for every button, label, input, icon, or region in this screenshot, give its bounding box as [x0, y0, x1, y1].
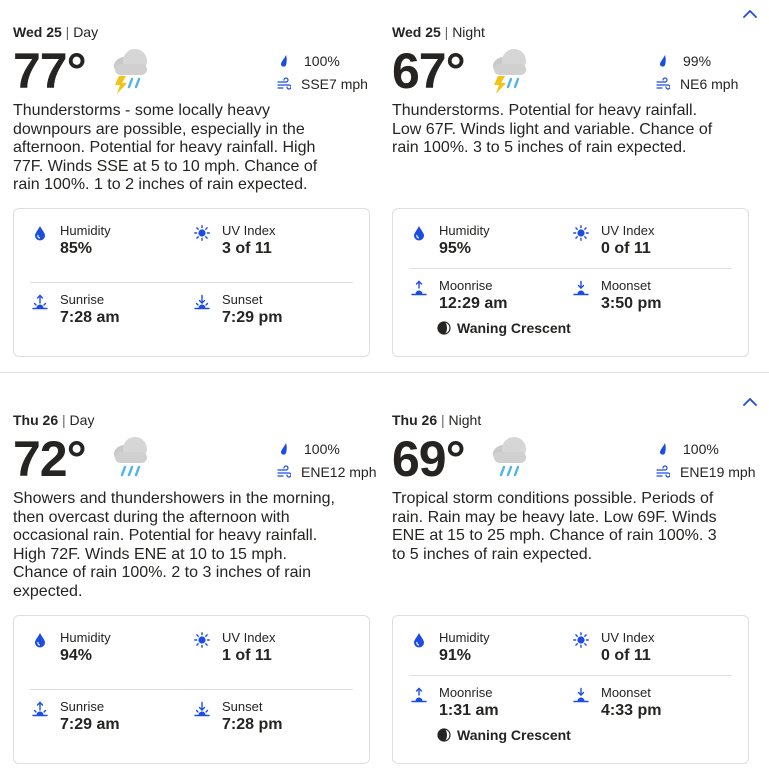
day-divider — [0, 372, 769, 373]
moonset-value: 3:50 pm — [601, 295, 662, 312]
wind-value: ENE12 mph — [301, 464, 377, 480]
humidity-drop-icon — [32, 225, 48, 241]
wind-speed — [277, 464, 376, 480]
sun-icon — [194, 632, 210, 648]
sunset-item — [194, 292, 282, 327]
moon-phase-icon — [437, 728, 451, 742]
uv-index-item — [573, 630, 654, 665]
day-name: Wed 25 — [13, 24, 62, 40]
day-details-card — [13, 208, 370, 357]
moon-phase-icon — [437, 321, 451, 335]
sunset-value: 7:29 pm — [222, 309, 283, 326]
uv-value: 0 of 11 — [601, 647, 651, 664]
divider — [409, 268, 732, 269]
humidity-drop-icon — [411, 632, 427, 648]
moonrise-value: 1:31 am — [439, 702, 499, 719]
humidity-drop-icon — [32, 632, 48, 648]
wind-icon — [277, 465, 291, 479]
title-separator: | — [58, 412, 70, 428]
sunset-label: Sunset — [222, 292, 263, 307]
moon-phase-label: Waning Crescent — [457, 727, 571, 743]
chevron-up-icon[interactable] — [741, 7, 759, 21]
humidity-item — [411, 223, 490, 258]
day-name: Wed 25 — [392, 24, 441, 40]
forecast-narrative: Showers and thundershowers in the morning, then overcast during the afternoon with occasional rain. Potential for heavy rainfall. High 72F. Winds ENE at 10 to 15 mph. Chance of rain 100%. 2 to 3 inches of rain expected. — [13, 490, 335, 600]
thunderstorm-icon — [484, 44, 534, 94]
moonset-label: Moonset — [601, 278, 651, 293]
title-separator: | — [440, 24, 453, 40]
raindrop-icon — [277, 54, 291, 68]
wind-value: SSE7 mph — [301, 76, 368, 92]
sunrise-item — [32, 292, 120, 327]
sunset-icon — [194, 294, 210, 310]
raindrop-icon — [656, 442, 670, 456]
uv-label: UV Index — [222, 630, 276, 645]
temperature: 69° — [392, 431, 465, 487]
night-details-card — [392, 615, 749, 764]
daily-forecast-detail-wed-25 — [0, 0, 769, 372]
humidity-value: 85% — [60, 240, 93, 257]
sunset-label: Sunset — [222, 699, 263, 714]
precipitation-chance — [277, 441, 340, 457]
rain-cloud-icon — [105, 432, 155, 482]
moon-phase-label: Waning Crescent — [457, 320, 571, 336]
forecast-narrative: Tropical storm conditions possible. Periods of rain. Rain may be heavy late. Low 69F. Winds ENE at 15 to 25 mph. Chance of rain 100%. 3 to 5 inches of rain expected. — [392, 490, 717, 563]
temperature: 77° — [13, 43, 86, 99]
temperature: 67° — [392, 43, 465, 99]
raindrop-icon — [656, 54, 670, 68]
precip-value: 100% — [304, 53, 340, 69]
wind-icon — [656, 77, 670, 91]
precipitation-chance — [656, 53, 711, 69]
uv-value: 0 of 11 — [601, 240, 651, 257]
moon-phase-item — [437, 320, 571, 336]
precip-value: 100% — [304, 441, 340, 457]
divider — [409, 675, 732, 676]
sunrise-value: 7:29 am — [60, 716, 120, 733]
day-details-card — [13, 615, 370, 764]
night-part-title — [392, 24, 485, 40]
night-details-card — [392, 208, 749, 357]
moonrise-item — [411, 685, 499, 720]
rain-cloud-icon — [484, 432, 534, 482]
humidity-label: Humidity — [60, 630, 111, 645]
daily-forecast-detail-thu-26 — [0, 388, 769, 771]
sunrise-icon — [32, 701, 48, 717]
moonset-item — [573, 685, 661, 720]
sunrise-item — [32, 699, 120, 734]
moonset-icon — [573, 687, 589, 703]
wind-value: NE6 mph — [680, 76, 739, 92]
title-separator: | — [437, 412, 449, 428]
day-part-title — [13, 24, 98, 40]
raindrop-icon — [277, 442, 291, 456]
forecast-narrative: Thunderstorms. Potential for heavy rainfall. Low 67F. Winds light and variable. Chance of rain 100%. 3 to 5 inches of rain expected. — [392, 102, 713, 156]
humidity-drop-icon — [411, 225, 427, 241]
sunset-item — [194, 699, 282, 734]
sun-icon — [194, 225, 210, 241]
moonrise-icon — [411, 280, 427, 296]
humidity-item — [411, 630, 490, 665]
sunrise-label: Sunrise — [60, 292, 105, 307]
humidity-value: 94% — [60, 647, 93, 664]
uv-label: UV Index — [601, 630, 655, 645]
wind-speed — [277, 76, 368, 92]
forecast-narrative: Thunderstorms - some locally heavy downpours are possible, especially in the afternoon. Potential for heavy rainfall. High 77F. Winds SSE at 5 to 10 mph. Chance of rain 100%. 1 to 2 inches of rain expected. — [13, 102, 318, 193]
sunset-value: 7:28 pm — [222, 716, 283, 733]
humidity-label: Humidity — [60, 223, 111, 238]
period-name: Day — [73, 24, 99, 40]
uv-label: UV Index — [222, 223, 276, 238]
period-name: Day — [69, 412, 95, 428]
night-part-title — [392, 412, 481, 428]
moonrise-item — [411, 278, 508, 313]
uv-label: UV Index — [601, 223, 655, 238]
wind-icon — [277, 77, 291, 91]
day-name: Thu 26 — [13, 412, 59, 428]
moonset-label: Moonset — [601, 685, 651, 700]
uv-value: 1 of 11 — [222, 647, 272, 664]
divider — [30, 689, 353, 690]
moonset-value: 4:33 pm — [601, 702, 662, 719]
period-name: Night — [452, 24, 485, 40]
temperature: 72° — [13, 431, 86, 487]
sunrise-icon — [32, 294, 48, 310]
moon-phase-item — [437, 727, 571, 743]
sunrise-label: Sunrise — [60, 699, 105, 714]
wind-icon — [656, 465, 670, 479]
period-name: Night — [448, 412, 482, 428]
uv-index-item — [194, 223, 275, 258]
title-separator: | — [61, 24, 74, 40]
humidity-item — [32, 630, 111, 665]
precipitation-chance — [277, 53, 340, 69]
humidity-item — [32, 223, 111, 258]
moonrise-value: 12:29 am — [439, 295, 508, 312]
sun-icon — [573, 632, 589, 648]
moonrise-label: Moonrise — [439, 278, 493, 293]
day-name: Thu 26 — [392, 412, 438, 428]
sunrise-value: 7:28 am — [60, 309, 120, 326]
moonset-item — [573, 278, 661, 313]
uv-value: 3 of 11 — [222, 240, 272, 257]
uv-index-item — [573, 223, 654, 258]
thunderstorm-icon — [105, 44, 155, 94]
moonrise-label: Moonrise — [439, 685, 493, 700]
humidity-label: Humidity — [439, 630, 490, 645]
wind-speed — [656, 76, 738, 92]
humidity-label: Humidity — [439, 223, 490, 238]
precip-value: 99% — [683, 53, 712, 69]
humidity-value: 91% — [439, 647, 472, 664]
humidity-value: 95% — [439, 240, 472, 257]
sunset-icon — [194, 701, 210, 717]
divider — [30, 282, 353, 283]
moonset-icon — [573, 280, 589, 296]
chevron-up-icon[interactable] — [741, 395, 759, 409]
precip-value: 100% — [683, 441, 719, 457]
wind-value: ENE19 mph — [680, 464, 756, 480]
uv-index-item — [194, 630, 275, 665]
precipitation-chance — [656, 441, 719, 457]
day-part-title — [13, 412, 94, 428]
wind-speed — [656, 464, 755, 480]
sun-icon — [573, 225, 589, 241]
moonrise-icon — [411, 687, 427, 703]
